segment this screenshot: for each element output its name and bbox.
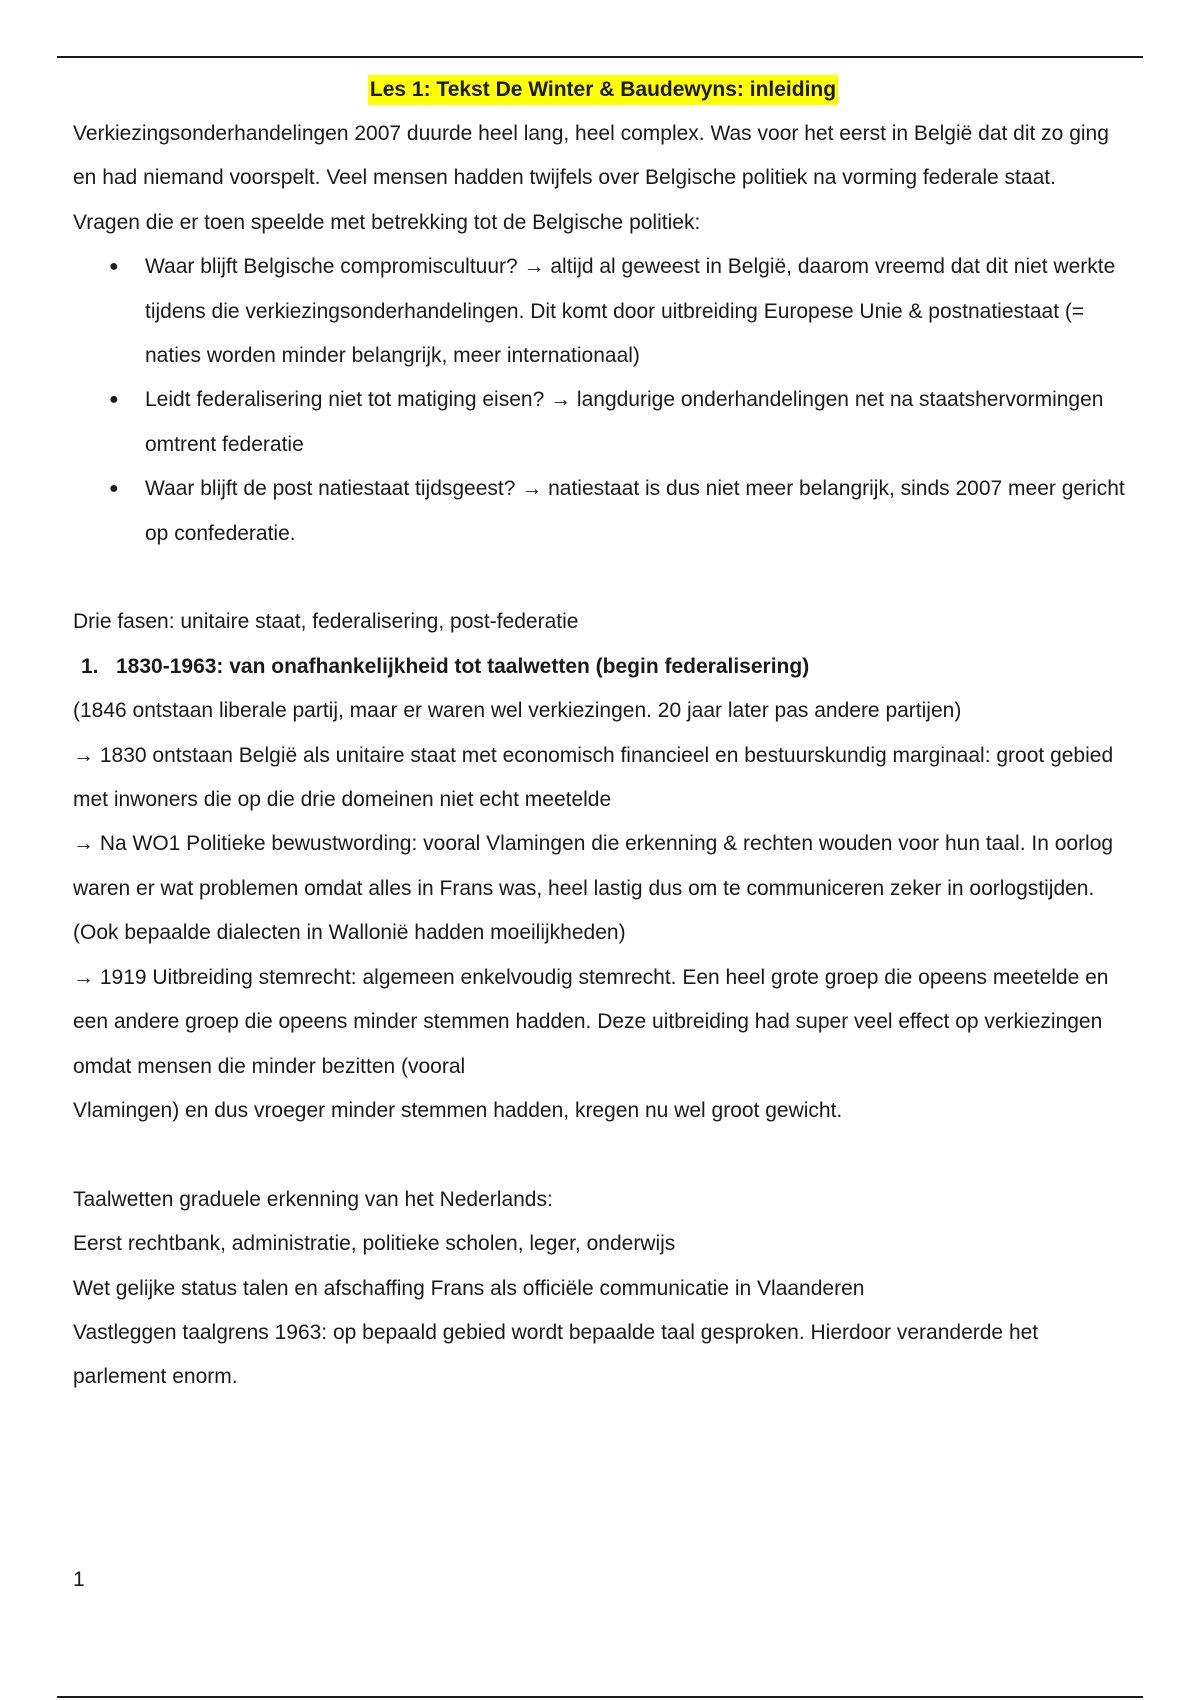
section-line: → Na WO1 Politieke bewustwording: vooral Vlamingen die erkenning & rechten wouden voor hun taal. In oorlog waren er wat problemen omdat alles in Frans was, heel lastig dus om te communiceren zeker in oorlogstijden. (Ook bepaalde dialecten in Wallonië hadden moeilijkheden)	[73, 832, 1114, 945]
footer-rule	[57, 1696, 1143, 1698]
bullet-icon: ●	[109, 480, 119, 498]
section-line: (1846 ontstaan liberale partij, maar er waren wel verkiezingen. 20 jaar later pas andere partijen)	[73, 699, 962, 723]
page-number: 1	[73, 1568, 85, 1591]
section-line: → 1919 Uitbreiding stemrecht: algemeen enkelvoudig stemrecht. Een heel grote groep die opeens meetelde en een andere groep die opeens minder stemmen hadden. Deze uitbreiding had super veel effect op verkiezingen omdat mensen die minder bezitten (vooral	[73, 965, 1109, 1078]
list-item-text: Leidt federalisering niet tot matiging eisen? → langdurige onderhandelingen net na staatshervormingen omtrent federatie	[145, 388, 1104, 456]
question-list	[73, 245, 1133, 556]
intro-paragraph: Verkiezingsonderhandelingen 2007 duurde heel lang, heel complex. Was voor het eerst in België dat dit zo ging en had niemand voorspelt. Veel mensen hadden twijfels over Belgische politiek na vorming federale staat.	[73, 122, 1109, 190]
spacer	[73, 1133, 1133, 1177]
section-heading-text: 1830-1963: van onafhankelijkheid tot taalwetten (begin federalisering)	[116, 654, 810, 678]
taalwetten-line: Vastleggen taalgrens 1963: op bepaald gebied wordt bepaalde taal gesproken. Hierdoor veranderde het parlement enorm.	[73, 1320, 1039, 1389]
list-item-text: Waar blijft de post natiestaat tijdsgeest? → natiestaat is dus niet meer belangrijk, sinds 2007 meer gericht op confederatie.	[145, 477, 1125, 545]
bullet-icon: ●	[109, 258, 119, 276]
spacer	[73, 556, 1133, 600]
list-item-text: Waar blijft Belgische compromiscultuur? → altijd al geweest in België, daarom vreemd dat dit niet werkte tijdens die verkiezingsonderhandelingen. Dit komt door uitbreiding Europese Unie & postnatiestaat (= naties worden minder belangrijk, meer internationaal)	[145, 255, 1116, 368]
section-heading	[73, 645, 1133, 689]
document-body	[73, 68, 1133, 1400]
questions-lead: Vragen die er toen speelde met betrekking tot de Belgische politiek:	[73, 210, 701, 234]
phases-line: Drie fasen: unitaire staat, federalisering, post-federatie	[73, 610, 579, 634]
section-number: 1.	[81, 654, 99, 678]
section-line: Vlamingen) en dus vroeger minder stemmen hadden, kregen nu wel groot gewicht.	[73, 1098, 843, 1122]
taalwetten-line: Eerst rechtbank, administratie, politieke scholen, leger, onderwijs	[73, 1232, 676, 1256]
bullet-icon: ●	[109, 391, 119, 409]
list-item	[73, 378, 1133, 467]
section-line: → 1830 ontstaan België als unitaire staat met economisch financieel en bestuurskundig marginaal: groot gebied met inwoners die op die drie domeinen niet echt meetelde	[73, 743, 1114, 812]
taalwetten-line: Taalwetten graduele erkenning van het Nederlands:	[73, 1187, 553, 1211]
list-item	[73, 245, 1133, 378]
list-item	[73, 467, 1133, 556]
header-rule	[57, 56, 1143, 58]
taalwetten-line: Wet gelijke status talen en afschaffing Frans als officiële communicatie in Vlaanderen	[73, 1276, 865, 1300]
document-title: Les 1: Tekst De Winter & Baudewyns: inleiding	[368, 75, 838, 105]
title-row	[73, 68, 1133, 112]
